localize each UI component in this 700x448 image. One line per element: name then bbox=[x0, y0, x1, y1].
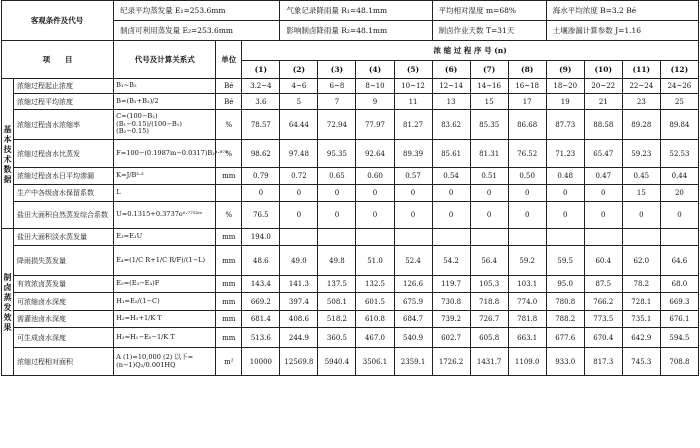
value-cell: 408.6 bbox=[280, 311, 318, 328]
value-cell: 52.4 bbox=[394, 246, 432, 276]
value-cell: 77.97 bbox=[356, 110, 394, 140]
value-cell: 0 bbox=[470, 185, 508, 202]
value-cell: 728.1 bbox=[622, 293, 660, 311]
value-cell bbox=[432, 229, 470, 246]
value-cell: 59.2 bbox=[508, 246, 546, 276]
value-cell: 10000 bbox=[242, 348, 280, 376]
table-row bbox=[2, 94, 699, 110]
value-cell: 13 bbox=[432, 94, 470, 110]
value-cell: 9 bbox=[356, 94, 394, 110]
value-cell: 126.6 bbox=[394, 276, 432, 293]
row-name: 浓缩过程卤水比蒸发 bbox=[14, 140, 114, 168]
value-cell: 0.79 bbox=[242, 168, 280, 185]
value-cell: 12569.8 bbox=[280, 348, 318, 376]
value-cell: 669.3 bbox=[660, 293, 698, 311]
row-formula: U=0.1315+0.3737e⁰·⁷⁷⁵²ᵐ bbox=[114, 202, 216, 229]
value-cell: 730.8 bbox=[432, 293, 470, 311]
value-cell: 49.8 bbox=[318, 246, 356, 276]
value-cell: 5940.4 bbox=[318, 348, 356, 376]
condition-cell: 海水平均浓度 B=3.2 Bé bbox=[546, 1, 698, 21]
col-header: (8) bbox=[508, 61, 546, 79]
value-cell: 708.8 bbox=[660, 348, 698, 376]
value-cell: 5 bbox=[280, 94, 318, 110]
value-cell: 95.35 bbox=[318, 140, 356, 168]
value-cell: 18~20 bbox=[546, 79, 584, 94]
value-cell: 132.5 bbox=[356, 276, 394, 293]
value-cell: 0.51 bbox=[470, 168, 508, 185]
col-header: (12) bbox=[660, 61, 698, 79]
row-unit: mm bbox=[216, 328, 242, 348]
value-cell: 669.2 bbox=[242, 293, 280, 311]
table-row bbox=[2, 79, 699, 94]
value-cell: 49.0 bbox=[280, 246, 318, 276]
row-name: 降雨损失蒸发量 bbox=[14, 246, 114, 276]
row-name: 有效浓卤蒸发量 bbox=[14, 276, 114, 293]
value-cell: 681.4 bbox=[242, 311, 280, 328]
value-cell: 0 bbox=[280, 185, 318, 202]
value-cell: 735.1 bbox=[622, 311, 660, 328]
value-cell: 14~16 bbox=[470, 79, 508, 94]
value-cell: 12~14 bbox=[432, 79, 470, 94]
value-cell: 0 bbox=[242, 185, 280, 202]
col-header: (11) bbox=[622, 61, 660, 79]
table-row bbox=[2, 293, 699, 311]
value-cell: 0 bbox=[318, 202, 356, 229]
value-cell bbox=[318, 229, 356, 246]
value-cell: 684.7 bbox=[394, 311, 432, 328]
value-cell: 92.64 bbox=[356, 140, 394, 168]
value-cell: 739.2 bbox=[432, 311, 470, 328]
value-cell: 773.5 bbox=[584, 311, 622, 328]
col-header: (3) bbox=[318, 61, 356, 79]
table-row bbox=[2, 168, 699, 185]
value-cell: 0.48 bbox=[546, 168, 584, 185]
value-cell: 0 bbox=[584, 185, 622, 202]
value-cell: 677.6 bbox=[546, 328, 584, 348]
value-cell bbox=[584, 229, 622, 246]
value-cell bbox=[470, 229, 508, 246]
value-cell bbox=[660, 229, 698, 246]
value-cell: 4~6 bbox=[280, 79, 318, 94]
condition-cell: 平均相对湿度 m=68% bbox=[432, 1, 546, 21]
value-cell: 518.2 bbox=[318, 311, 356, 328]
value-cell: 24~26 bbox=[660, 79, 698, 94]
value-cell: 540.9 bbox=[394, 328, 432, 348]
value-cell: 0 bbox=[508, 185, 546, 202]
value-cell: 15 bbox=[622, 185, 660, 202]
value-cell: 76.5 bbox=[242, 202, 280, 229]
group-label-basic: 基本技术数据 bbox=[2, 79, 14, 229]
value-cell: 0.45 bbox=[622, 168, 660, 185]
value-cell: 1431.7 bbox=[470, 348, 508, 376]
value-cell: 0.72 bbox=[280, 168, 318, 185]
value-cell: 97.48 bbox=[280, 140, 318, 168]
table-row bbox=[2, 348, 699, 376]
row-unit: mm bbox=[216, 168, 242, 185]
condition-cell: 影响制卤降雨量 R₂=48.1mm bbox=[280, 21, 432, 41]
value-cell bbox=[394, 229, 432, 246]
header-unit: 单位 bbox=[216, 41, 242, 79]
value-cell: 8~10 bbox=[356, 79, 394, 94]
value-cell: 60.4 bbox=[584, 246, 622, 276]
value-cell: 726.7 bbox=[470, 311, 508, 328]
value-cell: 642.9 bbox=[622, 328, 660, 348]
value-cell: 19 bbox=[546, 94, 584, 110]
header-row-1 bbox=[2, 41, 699, 61]
row-name: 浓缩过程起止浓度 bbox=[14, 79, 114, 94]
value-cell: 81.27 bbox=[394, 110, 432, 140]
value-cell: 602.7 bbox=[432, 328, 470, 348]
value-cell: 0 bbox=[432, 202, 470, 229]
value-cell: 64.6 bbox=[660, 246, 698, 276]
value-cell: 59.5 bbox=[546, 246, 584, 276]
value-cell: 137.5 bbox=[318, 276, 356, 293]
row-formula: E₄=(1/C R+1/C R/F)/(1−L) bbox=[114, 246, 216, 276]
value-cell: 0 bbox=[546, 185, 584, 202]
row-formula: E₃=E₁U bbox=[114, 229, 216, 246]
row-unit: Bé bbox=[216, 79, 242, 94]
row-name: 需灌池卤水深度 bbox=[14, 311, 114, 328]
value-cell: 817.3 bbox=[584, 348, 622, 376]
value-cell: 68.0 bbox=[660, 276, 698, 293]
value-cell: 85.35 bbox=[470, 110, 508, 140]
value-cell: 22~24 bbox=[622, 79, 660, 94]
conditions-row-1 bbox=[2, 1, 699, 21]
value-cell: 65.47 bbox=[584, 140, 622, 168]
row-formula: B₁~B₂ bbox=[114, 79, 216, 94]
value-cell: 0 bbox=[546, 202, 584, 229]
value-cell: 605.8 bbox=[470, 328, 508, 348]
value-cell: 59.23 bbox=[622, 140, 660, 168]
row-unit: Bé bbox=[216, 94, 242, 110]
row-unit: mm bbox=[216, 293, 242, 311]
row-formula: F=100−(0.1987m−0.0317)B₂¹·⁸⁷⁵ bbox=[114, 140, 216, 168]
condition-cell: 纪录平均蒸发量 E₁=253.6mm bbox=[114, 1, 280, 21]
value-cell: 508.1 bbox=[318, 293, 356, 311]
row-formula: A (1)=10,000 (2) 以下=(n−1)Q₂/0.001HQ bbox=[114, 348, 216, 376]
value-cell: 718.8 bbox=[470, 293, 508, 311]
value-cell bbox=[280, 229, 318, 246]
row-formula: L bbox=[114, 185, 216, 202]
row-name: 盐田大面积淡水蒸发量 bbox=[14, 229, 114, 246]
group-label-effect: 制卤蒸发效果 bbox=[2, 229, 14, 376]
value-cell: 51.0 bbox=[356, 246, 394, 276]
value-cell: 3.2~4 bbox=[242, 79, 280, 94]
value-cell: 1109.0 bbox=[508, 348, 546, 376]
condition-cell: 气象记录降雨量 R₁=48.1mm bbox=[280, 1, 432, 21]
value-cell: 89.39 bbox=[394, 140, 432, 168]
value-cell: 21 bbox=[584, 94, 622, 110]
brine-evaporation-table bbox=[1, 0, 699, 376]
row-formula: H₃=H₁−E₅−1/K T bbox=[114, 328, 216, 348]
value-cell: 676.1 bbox=[660, 311, 698, 328]
condition-cell: 制卤作业天数 T=31天 bbox=[432, 21, 546, 41]
value-cell: 0.65 bbox=[318, 168, 356, 185]
value-cell: 397.4 bbox=[280, 293, 318, 311]
value-cell: 0 bbox=[622, 202, 660, 229]
col-header: (1) bbox=[242, 61, 280, 79]
value-cell: 0.54 bbox=[432, 168, 470, 185]
value-cell: 89.84 bbox=[660, 110, 698, 140]
value-cell: 781.8 bbox=[508, 311, 546, 328]
row-formula: H₂=H₁+1/K T bbox=[114, 311, 216, 328]
value-cell: 0 bbox=[660, 202, 698, 229]
table-row bbox=[2, 140, 699, 168]
value-cell: 0 bbox=[356, 185, 394, 202]
value-cell: 83.62 bbox=[432, 110, 470, 140]
value-cell: 85.61 bbox=[432, 140, 470, 168]
value-cell bbox=[356, 229, 394, 246]
row-name: 可生成卤水深度 bbox=[14, 328, 114, 348]
value-cell bbox=[622, 229, 660, 246]
row-formula: H₁=E₅/(1−C) bbox=[114, 293, 216, 311]
value-cell: 20 bbox=[660, 185, 698, 202]
value-cell: 95.0 bbox=[546, 276, 584, 293]
value-cell: 194.0 bbox=[242, 229, 280, 246]
value-cell: 89.28 bbox=[622, 110, 660, 140]
value-cell bbox=[546, 229, 584, 246]
value-cell: 0 bbox=[394, 202, 432, 229]
header-code: 代号及计算关系式 bbox=[114, 41, 216, 79]
table-body bbox=[2, 79, 699, 376]
value-cell: 141.3 bbox=[280, 276, 318, 293]
value-cell: 594.5 bbox=[660, 328, 698, 348]
row-name: 浓缩过程平均浓度 bbox=[14, 94, 114, 110]
row-unit: m² bbox=[216, 348, 242, 376]
value-cell: 62.0 bbox=[622, 246, 660, 276]
col-header: (5) bbox=[394, 61, 432, 79]
value-cell: 3.6 bbox=[242, 94, 280, 110]
row-unit: mm bbox=[216, 311, 242, 328]
value-cell bbox=[508, 229, 546, 246]
value-cell: 745.3 bbox=[622, 348, 660, 376]
value-cell: 675.9 bbox=[394, 293, 432, 311]
table-row bbox=[2, 202, 699, 229]
row-unit: mm bbox=[216, 246, 242, 276]
row-unit bbox=[216, 185, 242, 202]
value-cell: 6~8 bbox=[318, 79, 356, 94]
value-cell: 86.68 bbox=[508, 110, 546, 140]
col-header: (6) bbox=[432, 61, 470, 79]
value-cell: 0 bbox=[432, 185, 470, 202]
row-unit: % bbox=[216, 202, 242, 229]
value-cell: 78.2 bbox=[622, 276, 660, 293]
row-name: 浓缩过程卤水日平均渗漏 bbox=[14, 168, 114, 185]
value-cell: 87.73 bbox=[546, 110, 584, 140]
row-name: 盐田大面积自然蒸发综合系数 bbox=[14, 202, 114, 229]
value-cell: 766.2 bbox=[584, 293, 622, 311]
value-cell: 98.62 bbox=[242, 140, 280, 168]
value-cell: 71.23 bbox=[546, 140, 584, 168]
value-cell: 54.2 bbox=[432, 246, 470, 276]
value-cell: 1726.2 bbox=[432, 348, 470, 376]
row-name: 浓缩过程卤水浓缩率 bbox=[14, 110, 114, 140]
value-cell: 143.4 bbox=[242, 276, 280, 293]
col-header: (9) bbox=[546, 61, 584, 79]
value-cell: 0 bbox=[280, 202, 318, 229]
value-cell: 0.44 bbox=[660, 168, 698, 185]
value-cell: 663.1 bbox=[508, 328, 546, 348]
value-cell: 52.53 bbox=[660, 140, 698, 168]
col-header: (7) bbox=[470, 61, 508, 79]
value-cell: 0.57 bbox=[394, 168, 432, 185]
value-cell: 64.44 bbox=[280, 110, 318, 140]
row-unit: mm bbox=[216, 276, 242, 293]
value-cell: 670.4 bbox=[584, 328, 622, 348]
value-cell: 17 bbox=[508, 94, 546, 110]
condition-cell: 土壤渗漏计算参数 J=1.16 bbox=[546, 21, 698, 41]
row-name: 可浓缩卤水深度 bbox=[14, 293, 114, 311]
value-cell: 3506.1 bbox=[356, 348, 394, 376]
value-cell: 105.3 bbox=[470, 276, 508, 293]
value-cell: 10~12 bbox=[394, 79, 432, 94]
value-cell: 0.60 bbox=[356, 168, 394, 185]
value-cell: 0 bbox=[356, 202, 394, 229]
table-row bbox=[2, 229, 699, 246]
row-unit: % bbox=[216, 110, 242, 140]
value-cell: 0 bbox=[508, 202, 546, 229]
row-unit: mm bbox=[216, 229, 242, 246]
table-row bbox=[2, 110, 699, 140]
condition-cell: 制卤可利用蒸发量 E₂=253.6mm bbox=[114, 21, 280, 41]
table-row bbox=[2, 328, 699, 348]
table-row bbox=[2, 311, 699, 328]
value-cell: 25 bbox=[660, 94, 698, 110]
table-row bbox=[2, 246, 699, 276]
value-cell: 20~22 bbox=[584, 79, 622, 94]
value-cell: 933.0 bbox=[546, 348, 584, 376]
table-row bbox=[2, 185, 699, 202]
value-cell: 11 bbox=[394, 94, 432, 110]
value-cell: 56.4 bbox=[470, 246, 508, 276]
value-cell: 788.2 bbox=[546, 311, 584, 328]
value-cell: 513.6 bbox=[242, 328, 280, 348]
value-cell: 72.94 bbox=[318, 110, 356, 140]
value-cell: 0.50 bbox=[508, 168, 546, 185]
value-cell: 7 bbox=[318, 94, 356, 110]
value-cell: 0 bbox=[584, 202, 622, 229]
row-formula: K=J/B³·³ bbox=[114, 168, 216, 185]
col-header: (2) bbox=[280, 61, 318, 79]
value-cell: 76.52 bbox=[508, 140, 546, 168]
value-cell: 360.5 bbox=[318, 328, 356, 348]
value-cell: 103.1 bbox=[508, 276, 546, 293]
row-name: 生产中各级卤水保留系数 bbox=[14, 185, 114, 202]
value-cell: 78.57 bbox=[242, 110, 280, 140]
value-cell: 15 bbox=[470, 94, 508, 110]
col-header: (4) bbox=[356, 61, 394, 79]
value-cell: 88.58 bbox=[584, 110, 622, 140]
value-cell: 87.5 bbox=[584, 276, 622, 293]
value-cell: 244.9 bbox=[280, 328, 318, 348]
value-cell: 467.0 bbox=[356, 328, 394, 348]
value-cell: 81.31 bbox=[470, 140, 508, 168]
value-cell: 0.47 bbox=[584, 168, 622, 185]
value-cell: 610.8 bbox=[356, 311, 394, 328]
value-cell: 0 bbox=[394, 185, 432, 202]
row-formula: E₅=(E₃−E₄)F bbox=[114, 276, 216, 293]
header-process: 浓 缩 过 程 序 号 (n) bbox=[242, 41, 699, 61]
value-cell: 601.5 bbox=[356, 293, 394, 311]
value-cell: 119.7 bbox=[432, 276, 470, 293]
value-cell: 0 bbox=[318, 185, 356, 202]
value-cell: 774.0 bbox=[508, 293, 546, 311]
value-cell: 16~18 bbox=[508, 79, 546, 94]
row-formula: B=(B₁+B₂)/2 bbox=[114, 94, 216, 110]
value-cell: 48.6 bbox=[242, 246, 280, 276]
conditions-label: 客观条件及代号 bbox=[2, 1, 114, 41]
table-row bbox=[2, 276, 699, 293]
row-unit: % bbox=[216, 140, 242, 168]
row-formula: C=(100−B₂)(B₁−0.15)/(100−B₁)(B₂−0.15) bbox=[114, 110, 216, 140]
value-cell: 780.8 bbox=[546, 293, 584, 311]
value-cell: 2359.1 bbox=[394, 348, 432, 376]
col-header: (10) bbox=[584, 61, 622, 79]
row-name: 浓缩过程相对面积 bbox=[14, 348, 114, 376]
value-cell: 0 bbox=[470, 202, 508, 229]
header-item: 项 目 bbox=[2, 41, 114, 79]
value-cell: 23 bbox=[622, 94, 660, 110]
